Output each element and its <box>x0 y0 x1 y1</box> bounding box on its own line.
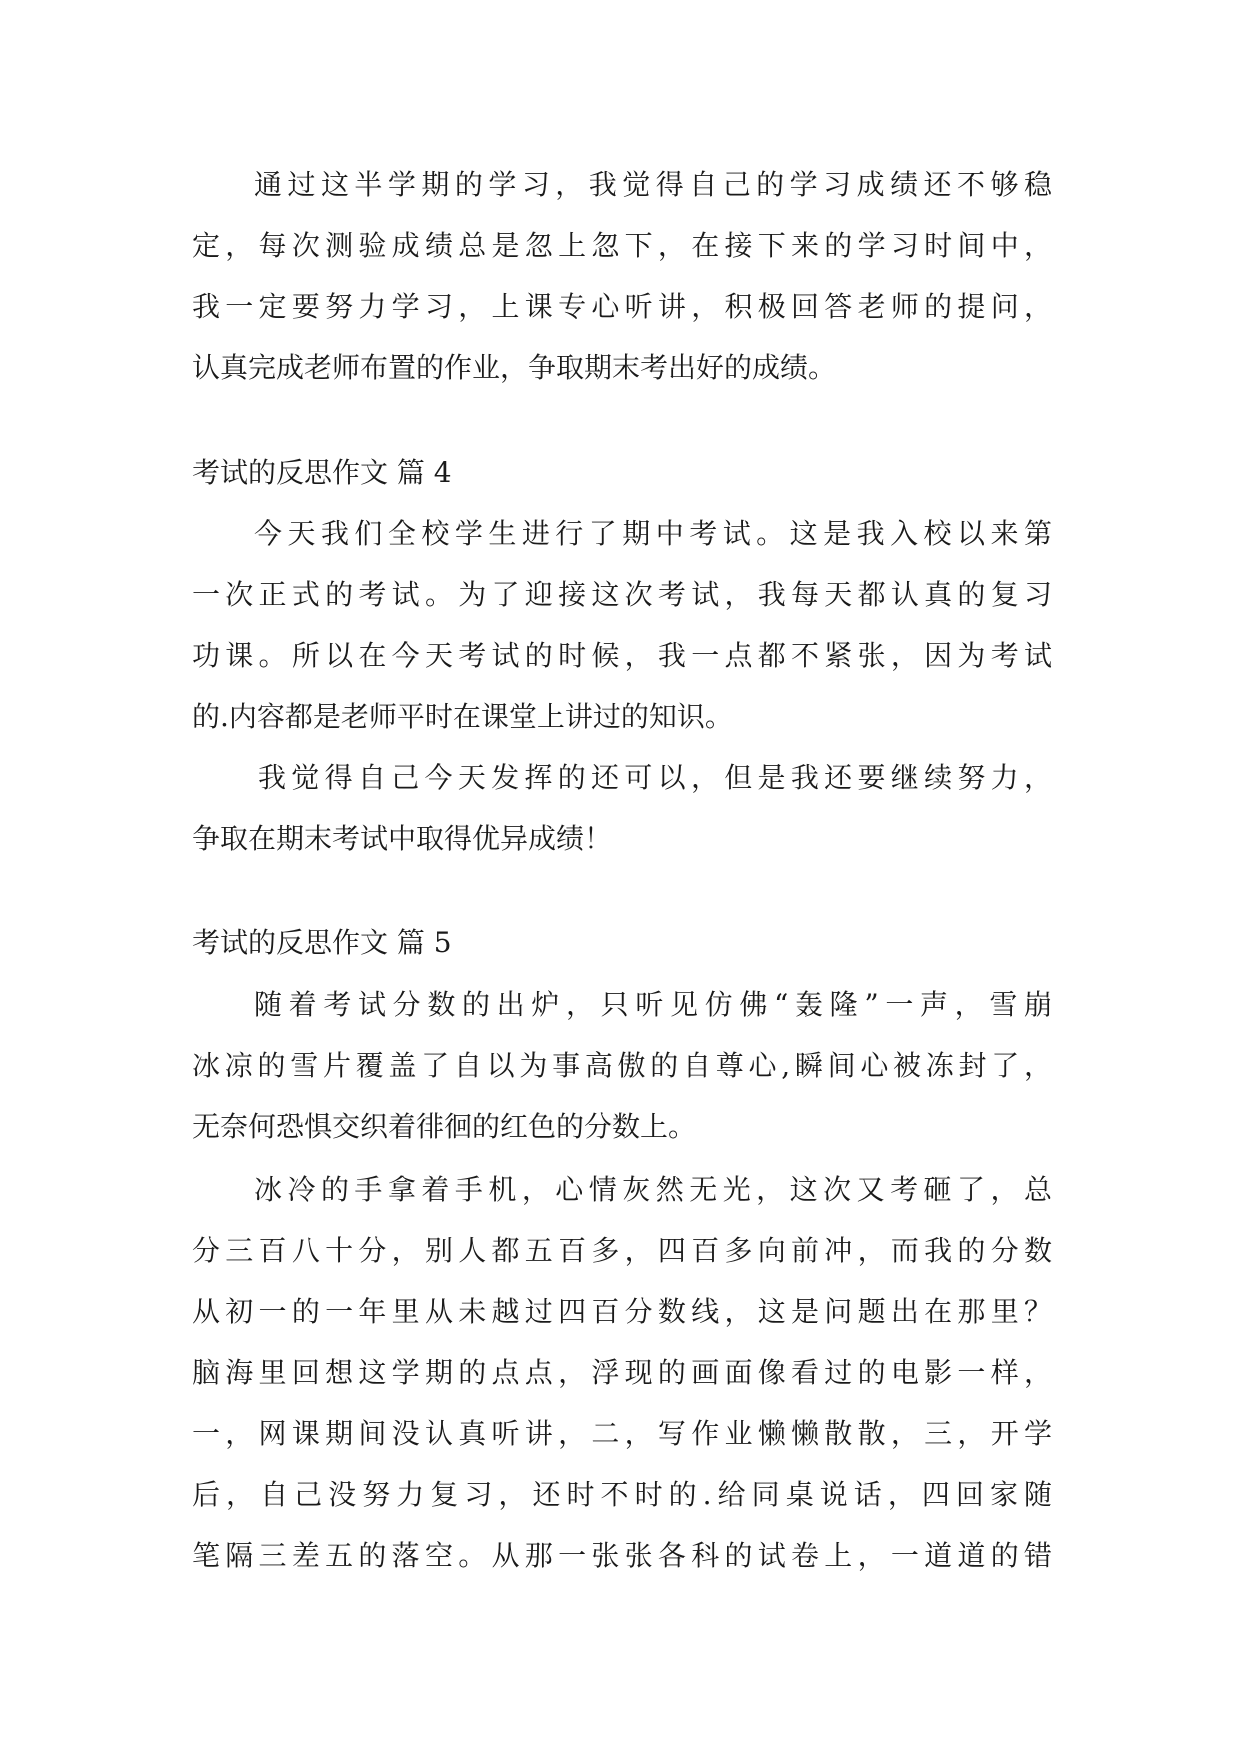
intro-line-4: 认真完成老师布置的作业，争取期末考出好的成绩。 <box>192 351 837 384</box>
s5-p2-line-3: 从初一的一年里从未越过四百分数线，这是问题出在那里？ <box>192 1295 1052 1328</box>
s4-p1-line-2: 一次正式的考试。为了迎接这次考试，我每天都认真的复习 <box>192 578 1052 611</box>
s5-p2-line-5: 一，网课期间没认真听讲，二，写作业懒懒散散，三，开学 <box>192 1417 1052 1450</box>
s5-p2-line-6: 后，自己没努力复习，还时不时的.给同桌说话，四回家随 <box>192 1478 1052 1511</box>
s5-p2-line-4: 脑海里回想这学期的点点，浮现的画面像看过的电影一样， <box>192 1356 1052 1389</box>
s5-p1-line-1: 随着考试分数的出炉，只听见仿佛“轰隆”一声，雪崩 <box>254 988 1052 1021</box>
s5-p2-line-7: 笔隔三差五的落空。从那一张张各科的试卷上，一道道的错 <box>192 1539 1052 1572</box>
section-4-heading: 考试的反思作文 篇 4 <box>192 456 452 489</box>
intro-line-3: 我一定要努力学习，上课专心听讲，积极回答老师的提问， <box>192 290 1052 323</box>
s4-p2-line-2: 争取在期末考试中取得优异成绩！ <box>192 822 613 855</box>
section-5-heading: 考试的反思作文 篇 5 <box>192 926 452 959</box>
s4-p1-line-3: 功课。所以在今天考试的时候，我一点都不紧张，因为考试 <box>192 639 1052 672</box>
s5-p1-line-3: 无奈何恐惧交织着徘徊的红色的分数上。 <box>192 1110 697 1143</box>
intro-line-1: 通过这半学期的学习，我觉得自己的学习成绩还不够稳 <box>254 168 1052 201</box>
s4-p1-line-1: 今天我们全校学生进行了期中考试。这是我入校以来第 <box>254 517 1052 550</box>
s4-p2-line-1: 我觉得自己今天发挥的还可以，但是我还要继续努力， <box>258 761 1052 794</box>
s5-p2-line-2: 分三百八十分，别人都五百多，四百多向前冲，而我的分数 <box>192 1234 1052 1267</box>
s4-p1-line-4: 的.内容都是老师平时在课堂上讲过的知识。 <box>192 700 733 733</box>
intro-line-2: 定，每次测验成绩总是忽上忽下，在接下来的学习时间中， <box>192 229 1052 262</box>
s5-p1-line-2: 冰凉的雪片覆盖了自以为事高傲的自尊心,瞬间心被冻封了， <box>192 1049 1052 1082</box>
s5-p2-line-1: 冰冷的手拿着手机，心情灰然无光，这次又考砸了，总 <box>254 1173 1052 1206</box>
